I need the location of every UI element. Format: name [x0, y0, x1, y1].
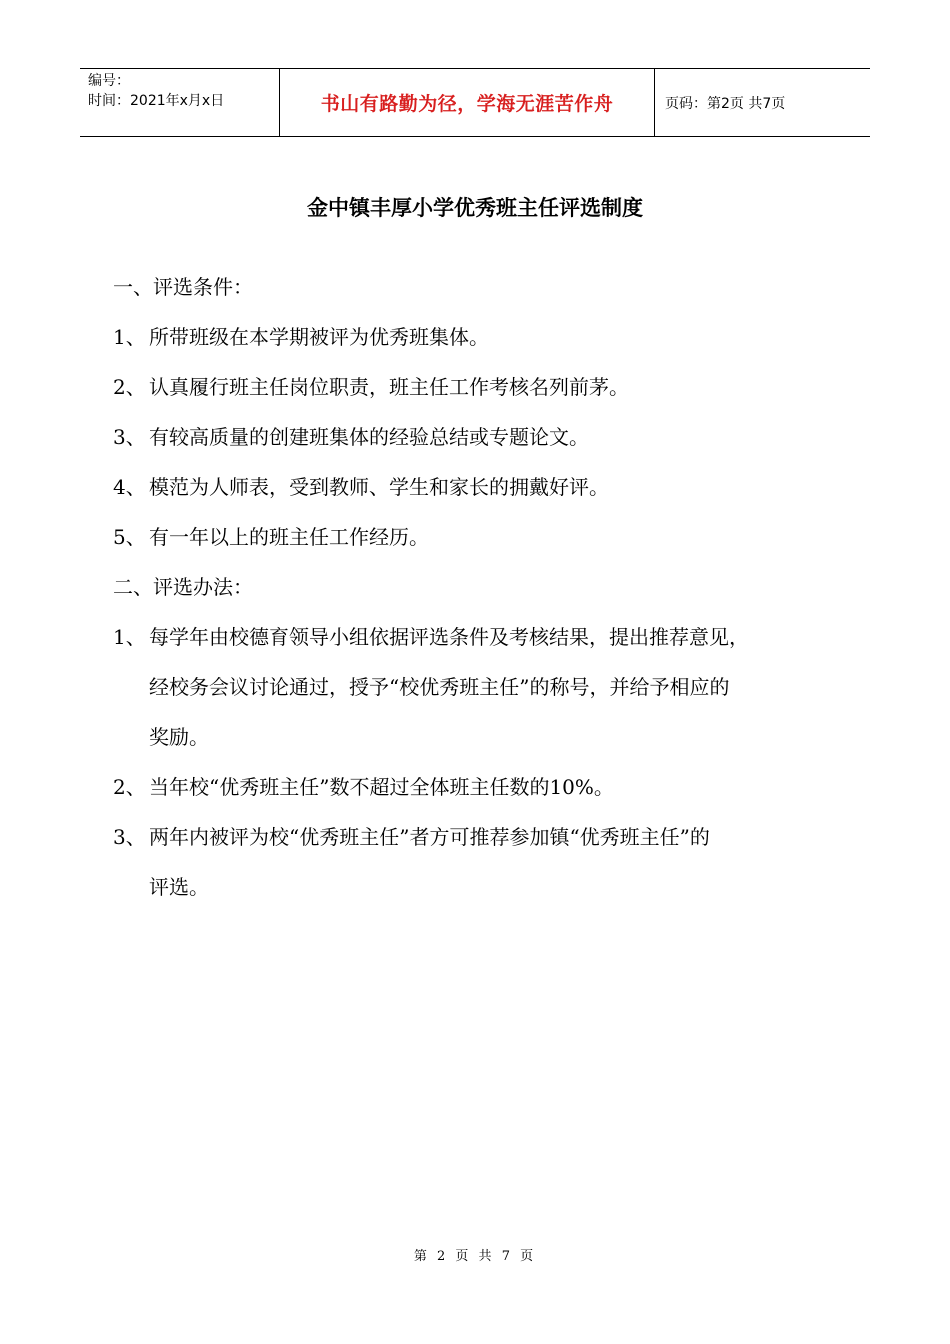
list-item [113, 312, 848, 362]
item-number: 2、 [113, 375, 146, 399]
header-motto: 书山有路勤为径，学海无涯苦作舟 [280, 69, 655, 136]
item-number: 3、 [113, 425, 146, 449]
list-item [113, 812, 848, 912]
item-text-line: 有较高质量的创建班集体的经验总结或专题论文。 [149, 425, 589, 449]
number-label: 编号： [88, 73, 130, 89]
section-heading-conditions: 一、评选条件： [113, 275, 253, 299]
item-text-line: 当年校“优秀班主任”数不超过全体班主任数的10%。 [149, 775, 614, 799]
item-text-line: 模范为人师表，受到教师、学生和家长的拥戴好评。 [149, 475, 609, 499]
header-page-info: 页码：第2页 共7页 [665, 95, 786, 112]
document-body [113, 262, 848, 912]
item-text [149, 612, 848, 762]
item-number: 1、 [113, 625, 146, 649]
list-item [113, 612, 848, 762]
methods-list [113, 612, 848, 912]
item-text [149, 512, 848, 562]
item-text-line: 所带班级在本学期被评为优秀班集体。 [149, 325, 489, 349]
section-heading-methods: 二、评选办法： [113, 575, 253, 599]
item-text [149, 362, 848, 412]
conditions-list [113, 312, 848, 562]
document-title: 金中镇丰厚小学优秀班主任评选制度 [307, 196, 643, 220]
list-item [113, 512, 848, 562]
list-item [113, 362, 848, 412]
item-text-line: 认真履行班主任岗位职责，班主任工作考核名列前茅。 [149, 375, 629, 399]
item-text-line: 有一年以上的班主任工作经历。 [149, 525, 429, 549]
item-text [149, 412, 848, 462]
list-item [113, 762, 848, 812]
item-text-line: 经校务会议讨论通过，授予“校优秀班主任”的称号，并给予相应的 [149, 675, 730, 699]
item-number: 3、 [113, 825, 146, 849]
item-text [149, 762, 848, 812]
item-text [149, 312, 848, 362]
item-text-line: 每学年由校德育领导小组依据评选条件及考核结果，提出推荐意见， [149, 625, 749, 649]
item-number: 2、 [113, 775, 146, 799]
item-number: 4、 [113, 475, 146, 499]
item-text-line: 评选。 [149, 875, 209, 899]
time-label: 时间：2021年x月x日 [88, 93, 225, 109]
header-meta [80, 69, 280, 136]
item-number: 5、 [113, 525, 146, 549]
list-item [113, 412, 848, 462]
item-text [149, 462, 848, 512]
page-footer: 第 2 页 共 7 页 [413, 1249, 537, 1264]
item-text [149, 812, 848, 912]
item-text-line: 两年内被评为校“优秀班主任”者方可推荐参加镇“优秀班主任”的 [149, 825, 710, 849]
header-table [80, 68, 870, 137]
item-number: 1、 [113, 325, 146, 349]
item-text-line: 奖励。 [149, 725, 209, 749]
list-item [113, 462, 848, 512]
